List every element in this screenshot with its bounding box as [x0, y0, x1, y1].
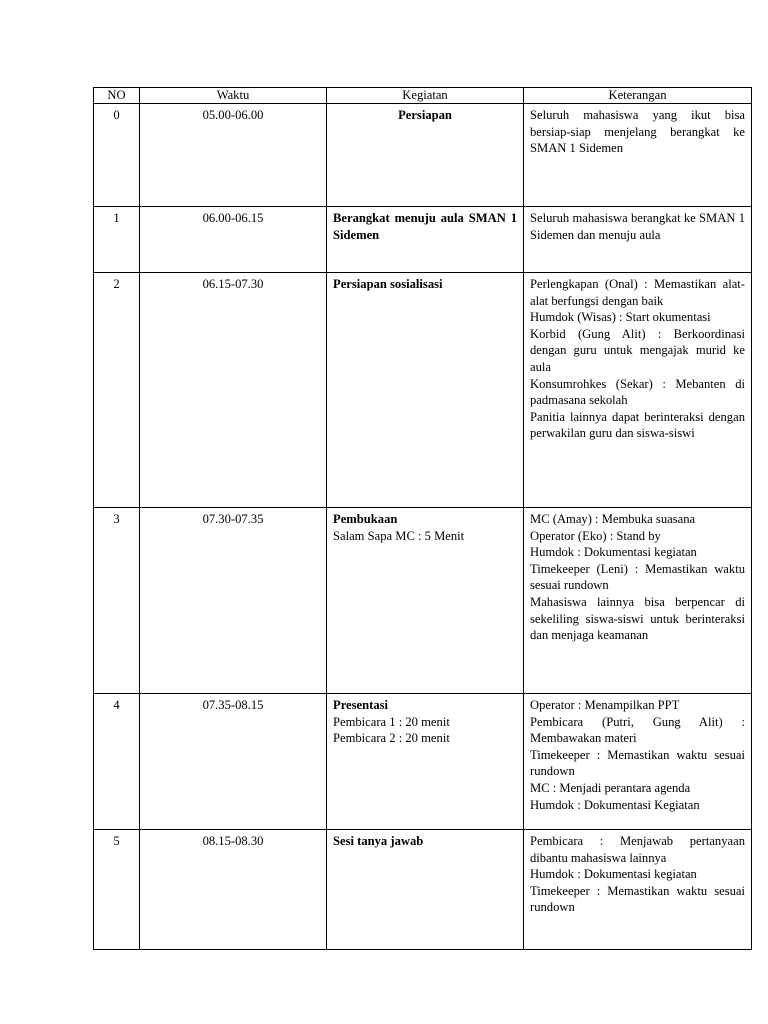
table-row	[94, 207, 752, 273]
kegiatan-title: Persiapan sosialisasi	[333, 277, 443, 291]
keterangan-line: Humdok (Wisas) : Start okumentasi	[530, 310, 711, 325]
table-row	[94, 104, 752, 207]
kegiatan-title: Persiapan	[398, 108, 452, 122]
kegiatan-title: Presentasi	[333, 698, 389, 712]
cell-no: 4	[94, 694, 140, 830]
cell-no: 5	[94, 830, 140, 950]
keterangan-line: Seluruh mahasiswa yang ikut bisa bersiap-siap menjelang berangkat ke SMAN 1 Sidemen	[530, 108, 745, 156]
keterangan-line: Pembicara : Menjawab pertanyaan dibantu mahasiswa lainnya	[530, 834, 745, 865]
cell-kegiatan	[327, 207, 524, 273]
cell-keterangan	[524, 694, 752, 830]
cell-keterangan	[524, 104, 752, 207]
cell-waktu: 05.00-06.00	[140, 104, 327, 207]
rundown-table	[93, 87, 752, 950]
keterangan-line: Seluruh mahasiswa berangkat ke SMAN 1 Sidemen dan menuju aula	[530, 211, 745, 242]
kegiatan-title: Sesi tanya jawab	[333, 834, 424, 848]
kegiatan-title: Pembukaan	[333, 512, 398, 526]
cell-keterangan	[524, 508, 752, 694]
cell-kegiatan	[327, 104, 524, 207]
header-no: NO	[94, 88, 140, 104]
cell-waktu: 08.15-08.30	[140, 830, 327, 950]
cell-kegiatan	[327, 830, 524, 950]
cell-no: 1	[94, 207, 140, 273]
cell-waktu: 06.15-07.30	[140, 273, 327, 508]
keterangan-line: Operator : Menampilkan PPT	[530, 698, 680, 712]
table-row	[94, 273, 752, 508]
cell-waktu: 07.30-07.35	[140, 508, 327, 694]
cell-kegiatan	[327, 273, 524, 508]
kegiatan-title: Berangkat menuju aula SMAN 1 Sidemen	[333, 211, 517, 242]
cell-kegiatan	[327, 694, 524, 830]
keterangan-line: Pembicara (Putri, Gung Alit) : Membawakan materi	[530, 714, 745, 746]
keterangan-line: Timekeeper : Memastikan waktu sesuai rundown	[530, 747, 745, 779]
cell-waktu: 06.00-06.15	[140, 207, 327, 273]
keterangan-line: Timekeeper (Leni) : Memastikan waktu sesuai rundown	[530, 561, 745, 593]
keterangan-line: Humdok : Dokumentasi Kegiatan	[530, 797, 700, 812]
keterangan-line: Panitia lainnya dapat berinteraksi dengan perwakilan guru dan siswa-siswi	[530, 409, 745, 441]
table-row	[94, 694, 752, 830]
cell-kegiatan	[327, 508, 524, 694]
keterangan-line: Korbid (Gung Alit) : Berkoordinasi dengan guru untuk mengajak murid ke aula	[530, 326, 745, 374]
keterangan-line: Operator (Eko) : Stand by	[530, 528, 661, 543]
table-header-row	[94, 88, 752, 104]
header-keterangan: Keterangan	[524, 88, 752, 104]
keterangan-line: Timekeeper : Memastikan waktu sesuai rundown	[530, 883, 745, 915]
kegiatan-detail: Pembicara 1 : 20 menit	[333, 714, 450, 729]
keterangan-line: Humdok : Dokumentasi kegiatan	[530, 867, 697, 882]
kegiatan-detail: Pembicara 2 : 20 menit	[333, 731, 450, 746]
cell-no: 3	[94, 508, 140, 694]
keterangan-line: Humdok : Dokumentasi kegiatan	[530, 545, 697, 560]
cell-keterangan	[524, 830, 752, 950]
keterangan-line: Perlengkapan (Onal) : Memastikan alat-alat berfungsi dengan baik	[530, 277, 745, 308]
keterangan-line: Konsumrohkes (Sekar) : Mebanten di padmasana sekolah	[530, 376, 745, 408]
cell-keterangan	[524, 273, 752, 508]
cell-no: 0	[94, 104, 140, 207]
cell-waktu: 07.35-08.15	[140, 694, 327, 830]
table-row	[94, 830, 752, 950]
cell-no: 2	[94, 273, 140, 508]
keterangan-line: MC (Amay) : Membuka suasana	[530, 512, 696, 526]
header-waktu: Waktu	[140, 88, 327, 104]
keterangan-line: Mahasiswa lainnya bisa berpencar di sekeliling siswa-siswi untuk berinteraksi dan menjaga keamanan	[530, 594, 745, 643]
kegiatan-detail: Salam Sapa MC : 5 Menit	[333, 528, 465, 543]
cell-keterangan	[524, 207, 752, 273]
table-row	[94, 508, 752, 694]
header-kegiatan: Kegiatan	[327, 88, 524, 104]
keterangan-line: MC : Menjadi perantara agenda	[530, 780, 691, 795]
